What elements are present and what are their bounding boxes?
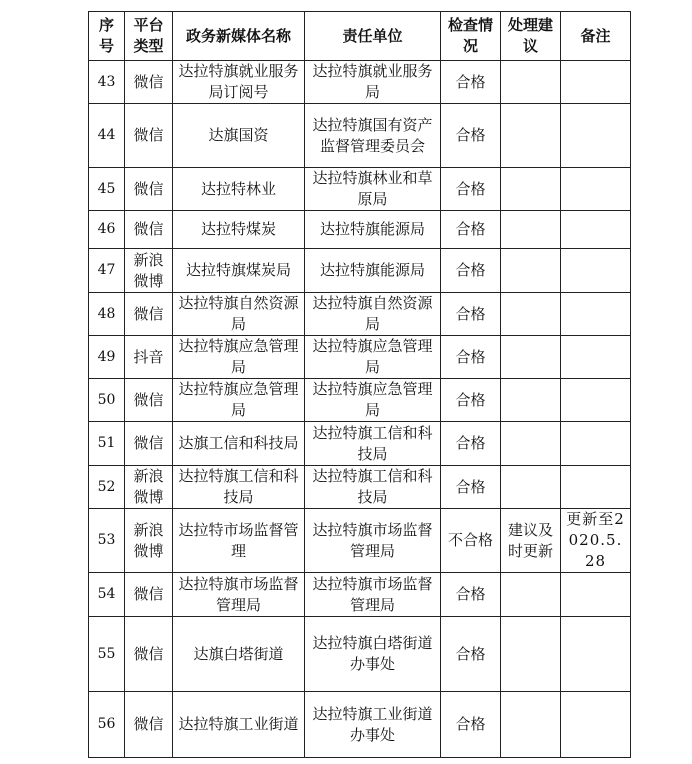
cell-result: 合格 xyxy=(441,573,501,617)
cell-suggest xyxy=(501,61,561,104)
cell-no: 49 xyxy=(89,336,125,379)
table-row xyxy=(89,466,631,509)
cell-no: 55 xyxy=(89,617,125,692)
header-row xyxy=(89,12,631,61)
cell-result: 合格 xyxy=(441,61,501,104)
cell-remark xyxy=(561,211,631,249)
cell-suggest xyxy=(501,336,561,379)
cell-name: 达拉特旗煤炭局 xyxy=(173,249,305,293)
cell-remark xyxy=(561,61,631,104)
cell-unit: 达拉特旗工业街道办事处 xyxy=(305,692,441,758)
cell-platform: 微信 xyxy=(125,211,173,249)
cell-platform: 微信 xyxy=(125,573,173,617)
cell-result: 合格 xyxy=(441,379,501,422)
cell-suggest xyxy=(501,466,561,509)
cell-platform: 抖音 xyxy=(125,336,173,379)
cell-remark: 更新至2020.5.28 xyxy=(561,509,631,573)
cell-result: 合格 xyxy=(441,422,501,466)
cell-suggest xyxy=(501,692,561,758)
cell-no: 46 xyxy=(89,211,125,249)
table-row xyxy=(89,422,631,466)
cell-remark xyxy=(561,379,631,422)
cell-suggest xyxy=(501,379,561,422)
cell-remark xyxy=(561,422,631,466)
cell-no: 47 xyxy=(89,249,125,293)
cell-suggest: 建议及时更新 xyxy=(501,509,561,573)
cell-no: 52 xyxy=(89,466,125,509)
cell-platform: 微信 xyxy=(125,104,173,168)
cell-platform: 微信 xyxy=(125,692,173,758)
cell-suggest xyxy=(501,293,561,336)
table-row xyxy=(89,379,631,422)
cell-no: 48 xyxy=(89,293,125,336)
cell-name: 达拉特旗自然资源局 xyxy=(173,293,305,336)
cell-suggest xyxy=(501,211,561,249)
cell-platform: 微信 xyxy=(125,422,173,466)
table-row xyxy=(89,573,631,617)
cell-unit: 达拉特旗就业服务局 xyxy=(305,61,441,104)
cell-no: 54 xyxy=(89,573,125,617)
cell-result: 合格 xyxy=(441,104,501,168)
cell-no: 44 xyxy=(89,104,125,168)
cell-unit: 达拉特旗工信和科技局 xyxy=(305,422,441,466)
cell-result: 合格 xyxy=(441,617,501,692)
cell-no: 45 xyxy=(89,168,125,211)
cell-remark xyxy=(561,293,631,336)
cell-result: 合格 xyxy=(441,466,501,509)
header-unit: 责任单位 xyxy=(305,12,441,61)
header-result: 检查情况 xyxy=(441,12,501,61)
cell-remark xyxy=(561,168,631,211)
cell-name: 达拉特旗就业服务局订阅号 xyxy=(173,61,305,104)
cell-unit: 达拉特旗应急管理局 xyxy=(305,379,441,422)
cell-result: 合格 xyxy=(441,168,501,211)
cell-suggest xyxy=(501,104,561,168)
cell-no: 53 xyxy=(89,509,125,573)
cell-remark xyxy=(561,573,631,617)
header-name: 政务新媒体名称 xyxy=(173,12,305,61)
cell-unit: 达拉特旗国有资产监督管理委员会 xyxy=(305,104,441,168)
header-remark: 备注 xyxy=(561,12,631,61)
cell-name: 达旗工信和科技局 xyxy=(173,422,305,466)
cell-suggest xyxy=(501,168,561,211)
cell-unit: 达拉特旗能源局 xyxy=(305,211,441,249)
cell-suggest xyxy=(501,422,561,466)
cell-name: 达旗国资 xyxy=(173,104,305,168)
table-row xyxy=(89,168,631,211)
cell-platform: 微信 xyxy=(125,617,173,692)
table-row xyxy=(89,692,631,758)
table-row xyxy=(89,336,631,379)
cell-name: 达拉特旗应急管理局 xyxy=(173,336,305,379)
cell-platform: 新浪微博 xyxy=(125,509,173,573)
cell-name: 达拉特旗工信和科技局 xyxy=(173,466,305,509)
cell-remark xyxy=(561,249,631,293)
table-row xyxy=(89,249,631,293)
cell-platform: 微信 xyxy=(125,379,173,422)
cell-result: 合格 xyxy=(441,293,501,336)
cell-platform: 微信 xyxy=(125,61,173,104)
cell-name: 达拉特市场监督管理 xyxy=(173,509,305,573)
cell-no: 56 xyxy=(89,692,125,758)
cell-platform: 新浪微博 xyxy=(125,249,173,293)
cell-remark xyxy=(561,336,631,379)
cell-unit: 达拉特旗能源局 xyxy=(305,249,441,293)
cell-no: 50 xyxy=(89,379,125,422)
cell-suggest xyxy=(501,617,561,692)
cell-remark xyxy=(561,104,631,168)
cell-unit: 达拉特旗工信和科技局 xyxy=(305,466,441,509)
table-row xyxy=(89,61,631,104)
header-no: 序号 xyxy=(89,12,125,61)
cell-result: 不合格 xyxy=(441,509,501,573)
inspection-table xyxy=(88,11,631,758)
cell-unit: 达拉特旗应急管理局 xyxy=(305,336,441,379)
cell-no: 51 xyxy=(89,422,125,466)
cell-suggest xyxy=(501,573,561,617)
table-row xyxy=(89,293,631,336)
cell-platform: 微信 xyxy=(125,293,173,336)
cell-unit: 达拉特旗市场监督管理局 xyxy=(305,573,441,617)
cell-name: 达旗白塔街道 xyxy=(173,617,305,692)
cell-suggest xyxy=(501,249,561,293)
cell-name: 达拉特旗工业街道 xyxy=(173,692,305,758)
cell-unit: 达拉特旗白塔街道办事处 xyxy=(305,617,441,692)
cell-result: 合格 xyxy=(441,692,501,758)
cell-name: 达拉特旗应急管理局 xyxy=(173,379,305,422)
cell-result: 合格 xyxy=(441,336,501,379)
cell-platform: 新浪微博 xyxy=(125,466,173,509)
table-row xyxy=(89,104,631,168)
cell-unit: 达拉特旗林业和草原局 xyxy=(305,168,441,211)
cell-no: 43 xyxy=(89,61,125,104)
table-row xyxy=(89,211,631,249)
header-suggest: 处理建议 xyxy=(501,12,561,61)
header-platform: 平台类型 xyxy=(125,12,173,61)
cell-result: 合格 xyxy=(441,249,501,293)
cell-remark xyxy=(561,466,631,509)
table-row xyxy=(89,509,631,573)
table-row xyxy=(89,617,631,692)
cell-remark xyxy=(561,692,631,758)
cell-result: 合格 xyxy=(441,211,501,249)
cell-name: 达拉特旗市场监督管理局 xyxy=(173,573,305,617)
cell-name: 达拉特煤炭 xyxy=(173,211,305,249)
cell-unit: 达拉特旗自然资源局 xyxy=(305,293,441,336)
cell-name: 达拉特林业 xyxy=(173,168,305,211)
cell-unit: 达拉特旗市场监督管理局 xyxy=(305,509,441,573)
cell-platform: 微信 xyxy=(125,168,173,211)
cell-remark xyxy=(561,617,631,692)
